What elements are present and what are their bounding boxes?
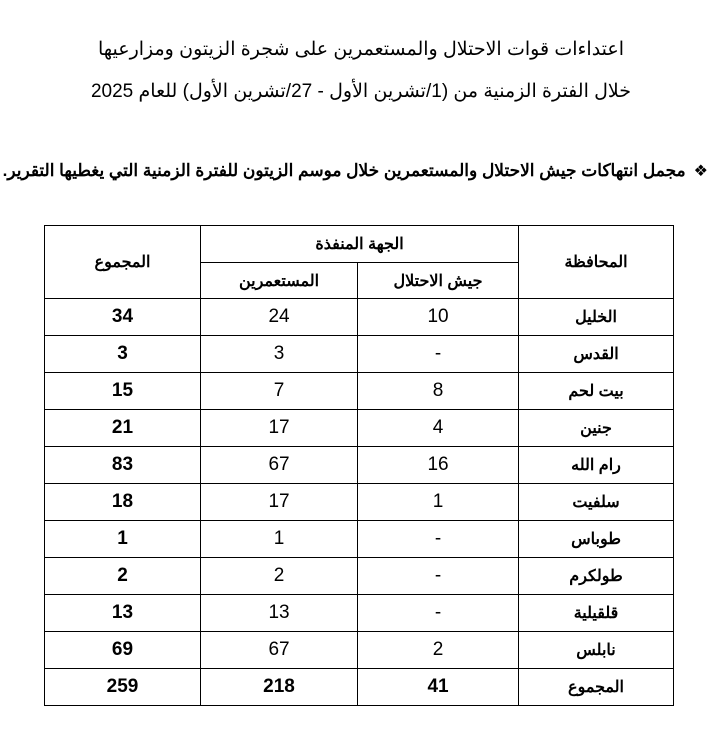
report-title-line-2: خلال الفترة الزمنية من (1/تشرين الأول - 27/تشرين الأول) للعام 2025	[90, 81, 632, 102]
totals-total: 259	[45, 669, 201, 706]
army-cell: -	[358, 558, 519, 595]
settlers-cell: 1	[201, 521, 358, 558]
totals-army: 41	[358, 669, 519, 706]
table-row	[45, 447, 674, 484]
table-row	[45, 299, 674, 336]
report-title-line-1: اعتداءات قوات الاحتلال والمستعمرين على شجرة الزيتون ومزارعيها	[97, 39, 625, 60]
governorate-cell: قلقيلية	[519, 595, 674, 632]
governorate-cell: طوباس	[519, 521, 674, 558]
army-cell: -	[358, 521, 519, 558]
table-row	[45, 336, 674, 373]
settlers-cell: 13	[201, 595, 358, 632]
army-cell: 2	[358, 632, 519, 669]
settlers-cell: 67	[201, 447, 358, 484]
table-row	[45, 632, 674, 669]
header-governorate: المحافظة	[519, 226, 674, 299]
header-army: جيش الاحتلال	[358, 263, 519, 299]
total-cell: 1	[45, 521, 201, 558]
army-cell: -	[358, 336, 519, 373]
army-cell: 10	[358, 299, 519, 336]
governorate-cell: الخليل	[519, 299, 674, 336]
governorate-cell: نابلس	[519, 632, 674, 669]
settlers-cell: 7	[201, 373, 358, 410]
total-cell: 2	[45, 558, 201, 595]
total-cell: 21	[45, 410, 201, 447]
army-cell: 1	[358, 484, 519, 521]
total-cell: 83	[45, 447, 201, 484]
settlers-cell: 2	[201, 558, 358, 595]
table-row	[45, 373, 674, 410]
header-row	[45, 226, 674, 263]
table-row	[45, 595, 674, 632]
section-heading	[0, 160, 708, 183]
settlers-cell: 17	[201, 410, 358, 447]
army-cell: 16	[358, 447, 519, 484]
settlers-cell: 17	[201, 484, 358, 521]
army-cell: -	[358, 595, 519, 632]
governorate-cell: سلفيت	[519, 484, 674, 521]
total-cell: 3	[45, 336, 201, 373]
governorate-cell: طولكرم	[519, 558, 674, 595]
settlers-cell: 24	[201, 299, 358, 336]
army-cell: 8	[358, 373, 519, 410]
totals-label: المجموع	[519, 669, 674, 706]
settlers-cell: 3	[201, 336, 358, 373]
table-row	[45, 410, 674, 447]
diamond-bullet-icon: ❖	[693, 163, 708, 180]
total-cell: 69	[45, 632, 201, 669]
table-row	[45, 484, 674, 521]
header-perpetrator: الجهة المنفذة	[201, 226, 519, 263]
governorate-cell: القدس	[519, 336, 674, 373]
table-row	[45, 521, 674, 558]
army-cell: 4	[358, 410, 519, 447]
governorate-cell: بيت لحم	[519, 373, 674, 410]
totals-row	[45, 669, 674, 706]
total-cell: 15	[45, 373, 201, 410]
total-cell: 18	[45, 484, 201, 521]
settlers-cell: 67	[201, 632, 358, 669]
governorate-cell: رام الله	[519, 447, 674, 484]
header-settlers: المستعمرين	[201, 263, 358, 299]
table-row	[45, 558, 674, 595]
total-cell: 34	[45, 299, 201, 336]
governorate-cell: جنين	[519, 410, 674, 447]
totals-settlers: 218	[201, 669, 358, 706]
total-cell: 13	[45, 595, 201, 632]
header-total: المجموع	[45, 226, 201, 299]
violations-table	[44, 225, 674, 706]
section-heading-text: مجمل انتهاكات جيش الاحتلال والمستعمرين خلال موسم الزيتون للفترة الزمنية التي يغطيها التقرير.	[2, 161, 686, 180]
